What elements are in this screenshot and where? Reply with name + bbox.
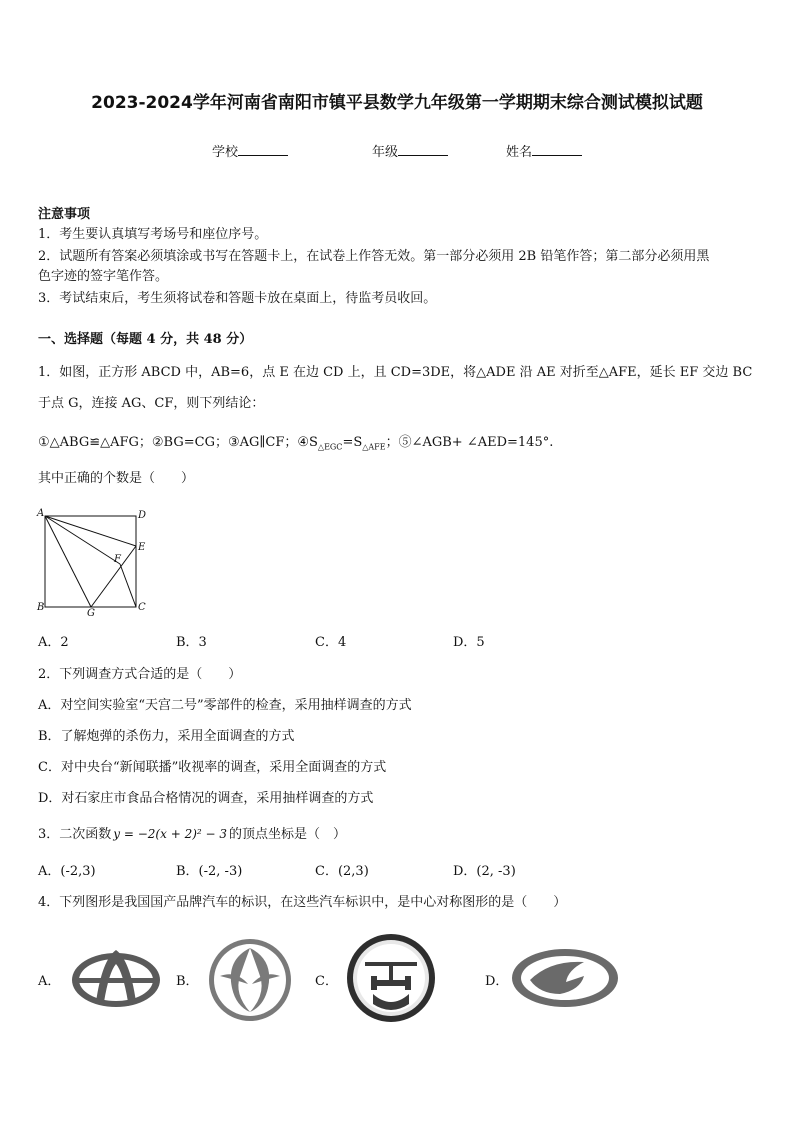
- dongfeng-logo-icon: [206, 936, 294, 1024]
- hafei-logo-icon: [510, 946, 620, 1010]
- note-item: 2．试题所有答案必须填涂或书写在答题卡上，在试卷上作答无效。第一部分必须用 2B 铅笔作答；第二部分必须用黑: [38, 249, 710, 264]
- notes-heading: 注意事项: [38, 207, 91, 222]
- q4-option-b: B．: [176, 974, 199, 989]
- q2-stem: 2．下列调查方式合适的是（ ）: [38, 667, 242, 682]
- label-e: E: [138, 542, 146, 553]
- grade-label: 年级: [372, 145, 399, 160]
- page-title: 2023-2024学年河南省南阳市镇平县数学九年级第一学期期末综合测试模拟试题: [91, 93, 703, 113]
- q2-option-c: C．对中央台“新闻联播”收视率的调查，采用全面调查的方式: [38, 760, 387, 775]
- q3-option-a: A．(-2,3): [38, 864, 96, 879]
- q2-option-b: B．了解炮弹的杀伤力，采用全面调查的方式: [38, 729, 295, 744]
- name-field: [506, 141, 582, 160]
- segment-ag: [45, 516, 91, 607]
- q1-option-c: C．4: [315, 635, 347, 650]
- grade-field: [372, 141, 448, 160]
- q3-formula: y = −2(x + 2)² − 3: [113, 827, 228, 841]
- label-c: C: [138, 602, 146, 613]
- q3-stem: 3．二次函数 y = −2(x + 2)² − 3 的顶点坐标是（ ）: [38, 827, 347, 842]
- q1-question: 其中正确的个数是（ ）: [38, 471, 195, 486]
- label-b: B: [37, 602, 45, 613]
- segment-af: [45, 516, 120, 564]
- label-d: D: [138, 510, 147, 521]
- q4-option-a: A．: [38, 974, 61, 989]
- school-label: 学校: [212, 145, 239, 160]
- school-blank: [238, 143, 288, 156]
- brilliance-logo-icon: [343, 932, 439, 1024]
- q2-option-d: D．对石家庄市食品合格情况的调查，采用抽样调查的方式: [38, 791, 374, 806]
- name-blank: [532, 143, 582, 156]
- q1-option-d: D．5: [453, 635, 485, 650]
- q1-option-b: B．3: [176, 635, 207, 650]
- q1-figure: [34, 502, 154, 618]
- square-abcd: [45, 516, 136, 607]
- label-f: F: [114, 554, 121, 565]
- q4-stem: 4．下列图形是我国国产品牌汽车的标识，在这些汽车标识中，是中心对称图形的是（ ）: [38, 895, 567, 910]
- q4-option-c: C．: [315, 974, 338, 989]
- note-item: 色字迹的签字笔作答。: [38, 269, 169, 284]
- q3-option-d: D．(2, -3): [453, 864, 516, 879]
- label-g: G: [87, 608, 95, 618]
- grade-blank: [398, 143, 448, 156]
- section-heading: 一、选择题（每题 4 分，共 48 分）: [38, 332, 253, 347]
- segment-fc: [120, 564, 136, 607]
- q1-stem-cont: 于点 G，连接 AG、CF，则下列结论：: [38, 396, 265, 411]
- q4-option-d: D．: [485, 974, 509, 989]
- q3-option-b: B．(-2, -3): [176, 864, 243, 879]
- name-label: 姓名: [506, 145, 533, 160]
- q3-option-c: C．(2,3): [315, 864, 369, 879]
- note-item: 1．考生要认真填写考场号和座位序号。: [38, 227, 268, 242]
- q1-option-a: A．2: [38, 635, 69, 650]
- q1-conclusions: ①△ABG≌△AFG；②BG=CG；③AG∥CF；$④S_{\triangle EGC}=S_{\triangle AFE}$；⑤∠AGB+ ∠AED=145°.: [38, 435, 554, 452]
- changan-logo-icon: [68, 942, 164, 1014]
- q2-option-a: A．对空间实验室“天宫二号”零部件的检查，采用抽样调查的方式: [38, 698, 412, 713]
- segment-ae: [45, 516, 136, 546]
- q1-stem: 1．如图，正方形 ABCD 中，AB=6，点 E 在边 CD 上，且 CD=3DE，将△ADE 沿 AE 对折至△AFE，延长 EF 交边 BC: [38, 365, 753, 380]
- label-a: A: [37, 508, 45, 519]
- school-field: [212, 141, 288, 160]
- note-item: 3．考试结束后，考生须将试卷和答题卡放在桌面上，待监考员收回。: [38, 291, 437, 306]
